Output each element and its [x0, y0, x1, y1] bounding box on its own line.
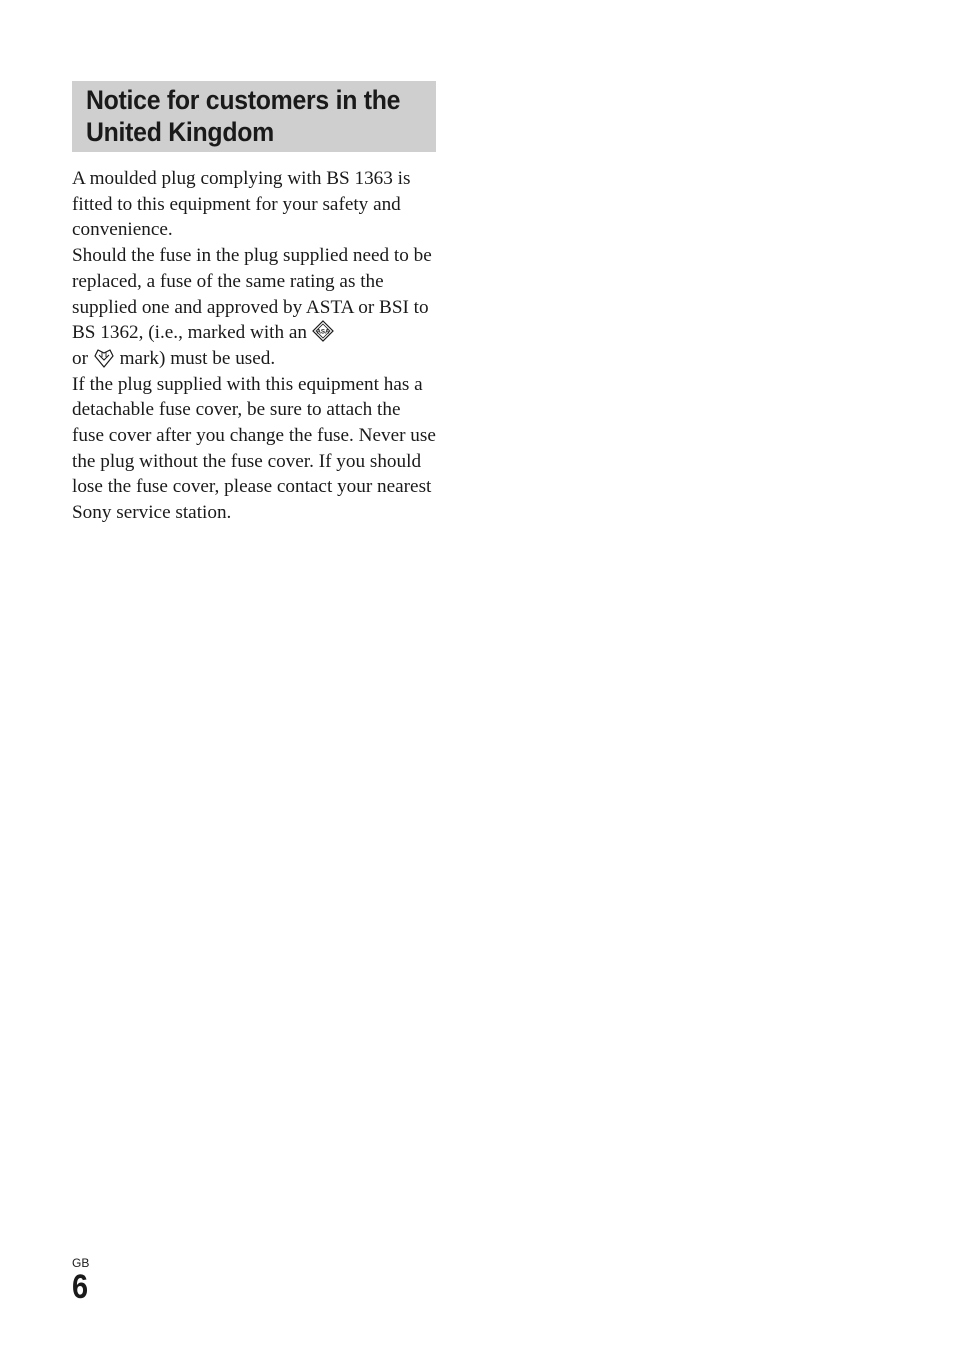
or-text: or — [72, 347, 88, 369]
paragraph-fuse-cover: If the plug supplied with this equipment has a detachable fuse cover, be sure to attach the fuse cover after you change the fuse. Never use the plug without the fuse cover. If you should lose the fuse cover, please contact your nearest Sony service station. — [72, 373, 436, 524]
notice-body — [72, 166, 436, 526]
section-title — [86, 84, 401, 148]
fuse-replacement-text: Should the fuse in the plug supplied need to be replaced, a fuse of the same rating as the supplied one and approved by ASTA or BSI to BS 1362, (i.e., marked with an — [72, 245, 432, 344]
paragraph-fuse-replacement — [72, 243, 436, 372]
page-folio — [72, 1256, 91, 1304]
bsi-kitemark-icon — [93, 348, 115, 368]
must-be-used-text: mark) must be used. — [119, 347, 276, 369]
asta-mark-icon — [312, 320, 334, 342]
section-heading-box — [72, 81, 436, 152]
asta-mark-label: ASA — [316, 328, 330, 336]
section-title-line-1: Notice for customers in the — [86, 85, 401, 115]
page-number: 6 — [72, 1268, 89, 1306]
notice-section — [72, 81, 436, 526]
region-code: GB — [72, 1256, 90, 1270]
section-title-line-2: United Kingdom — [86, 117, 274, 147]
paragraph-plug-compliance: A moulded plug complying with BS 1363 is fitted to this equipment for your safety and convenience. — [72, 168, 411, 241]
